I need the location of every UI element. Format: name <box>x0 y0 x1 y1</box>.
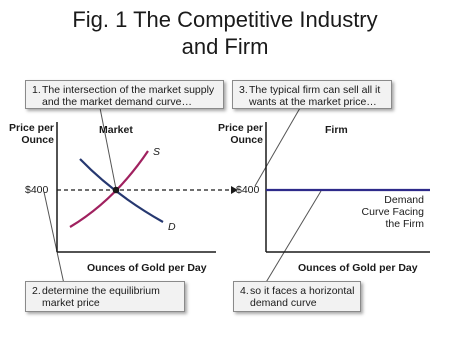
title-line-1: Fig. 1 The Competitive Industry <box>72 7 378 32</box>
market-price-label: $400 <box>25 184 49 196</box>
callout-3-number: 3. <box>239 84 248 96</box>
firm-y-axis-label <box>210 122 263 146</box>
callout-1-line-1: The intersection of the market supply <box>42 84 215 96</box>
demand-label: D <box>168 221 176 233</box>
firm-x-axis-label: Ounces of Gold per Day <box>298 262 418 274</box>
firm-price-label: $400 <box>236 184 260 196</box>
callout-2-number: 2. <box>32 285 41 297</box>
firm-heading: Firm <box>325 124 348 136</box>
callout-4-line-1: so it faces a horizontal <box>250 285 355 297</box>
market-y-axis-label-line-2: Ounce <box>21 134 54 146</box>
callout-4-number: 4. <box>240 285 249 297</box>
firm-demand-label-line-1: Demand <box>384 194 424 206</box>
leader-line-2 <box>44 192 64 284</box>
callout-2-line-2: market price <box>42 297 100 309</box>
callout-1-line-2: and the market demand curve… <box>42 96 192 108</box>
callout-3-line-2: wants at the market price… <box>249 96 377 108</box>
firm-demand-label-line-2: Curve Facing <box>361 206 424 218</box>
leader-line-1 <box>100 108 116 189</box>
callout-2 <box>25 281 185 312</box>
callout-3 <box>232 80 392 109</box>
callout-1-number: 1. <box>32 84 41 96</box>
title-line-2: and Firm <box>181 34 269 59</box>
equilibrium-point <box>113 187 120 194</box>
supply-curve <box>70 151 148 227</box>
market-heading: Market <box>99 124 133 136</box>
firm-y-axis-label-line-1: Price per <box>218 122 263 134</box>
supply-label: S <box>153 146 161 158</box>
callout-2-line-1: determine the equilibrium <box>42 285 160 297</box>
market-y-axis-label <box>4 122 54 146</box>
market-y-axis-label-line-1: Price per <box>9 122 54 134</box>
callout-4 <box>233 281 361 312</box>
firm-y-axis-label-line-2: Ounce <box>230 134 263 146</box>
callout-3-line-1: The typical firm can sell all it <box>249 84 381 96</box>
callout-1 <box>25 80 224 109</box>
firm-demand-label <box>340 194 424 230</box>
leader-line-3 <box>255 108 300 186</box>
callout-4-line-2: demand curve <box>250 297 317 309</box>
market-x-axis-label: Ounces of Gold per Day <box>87 262 207 274</box>
firm-demand-label-line-3: the Firm <box>385 218 424 230</box>
